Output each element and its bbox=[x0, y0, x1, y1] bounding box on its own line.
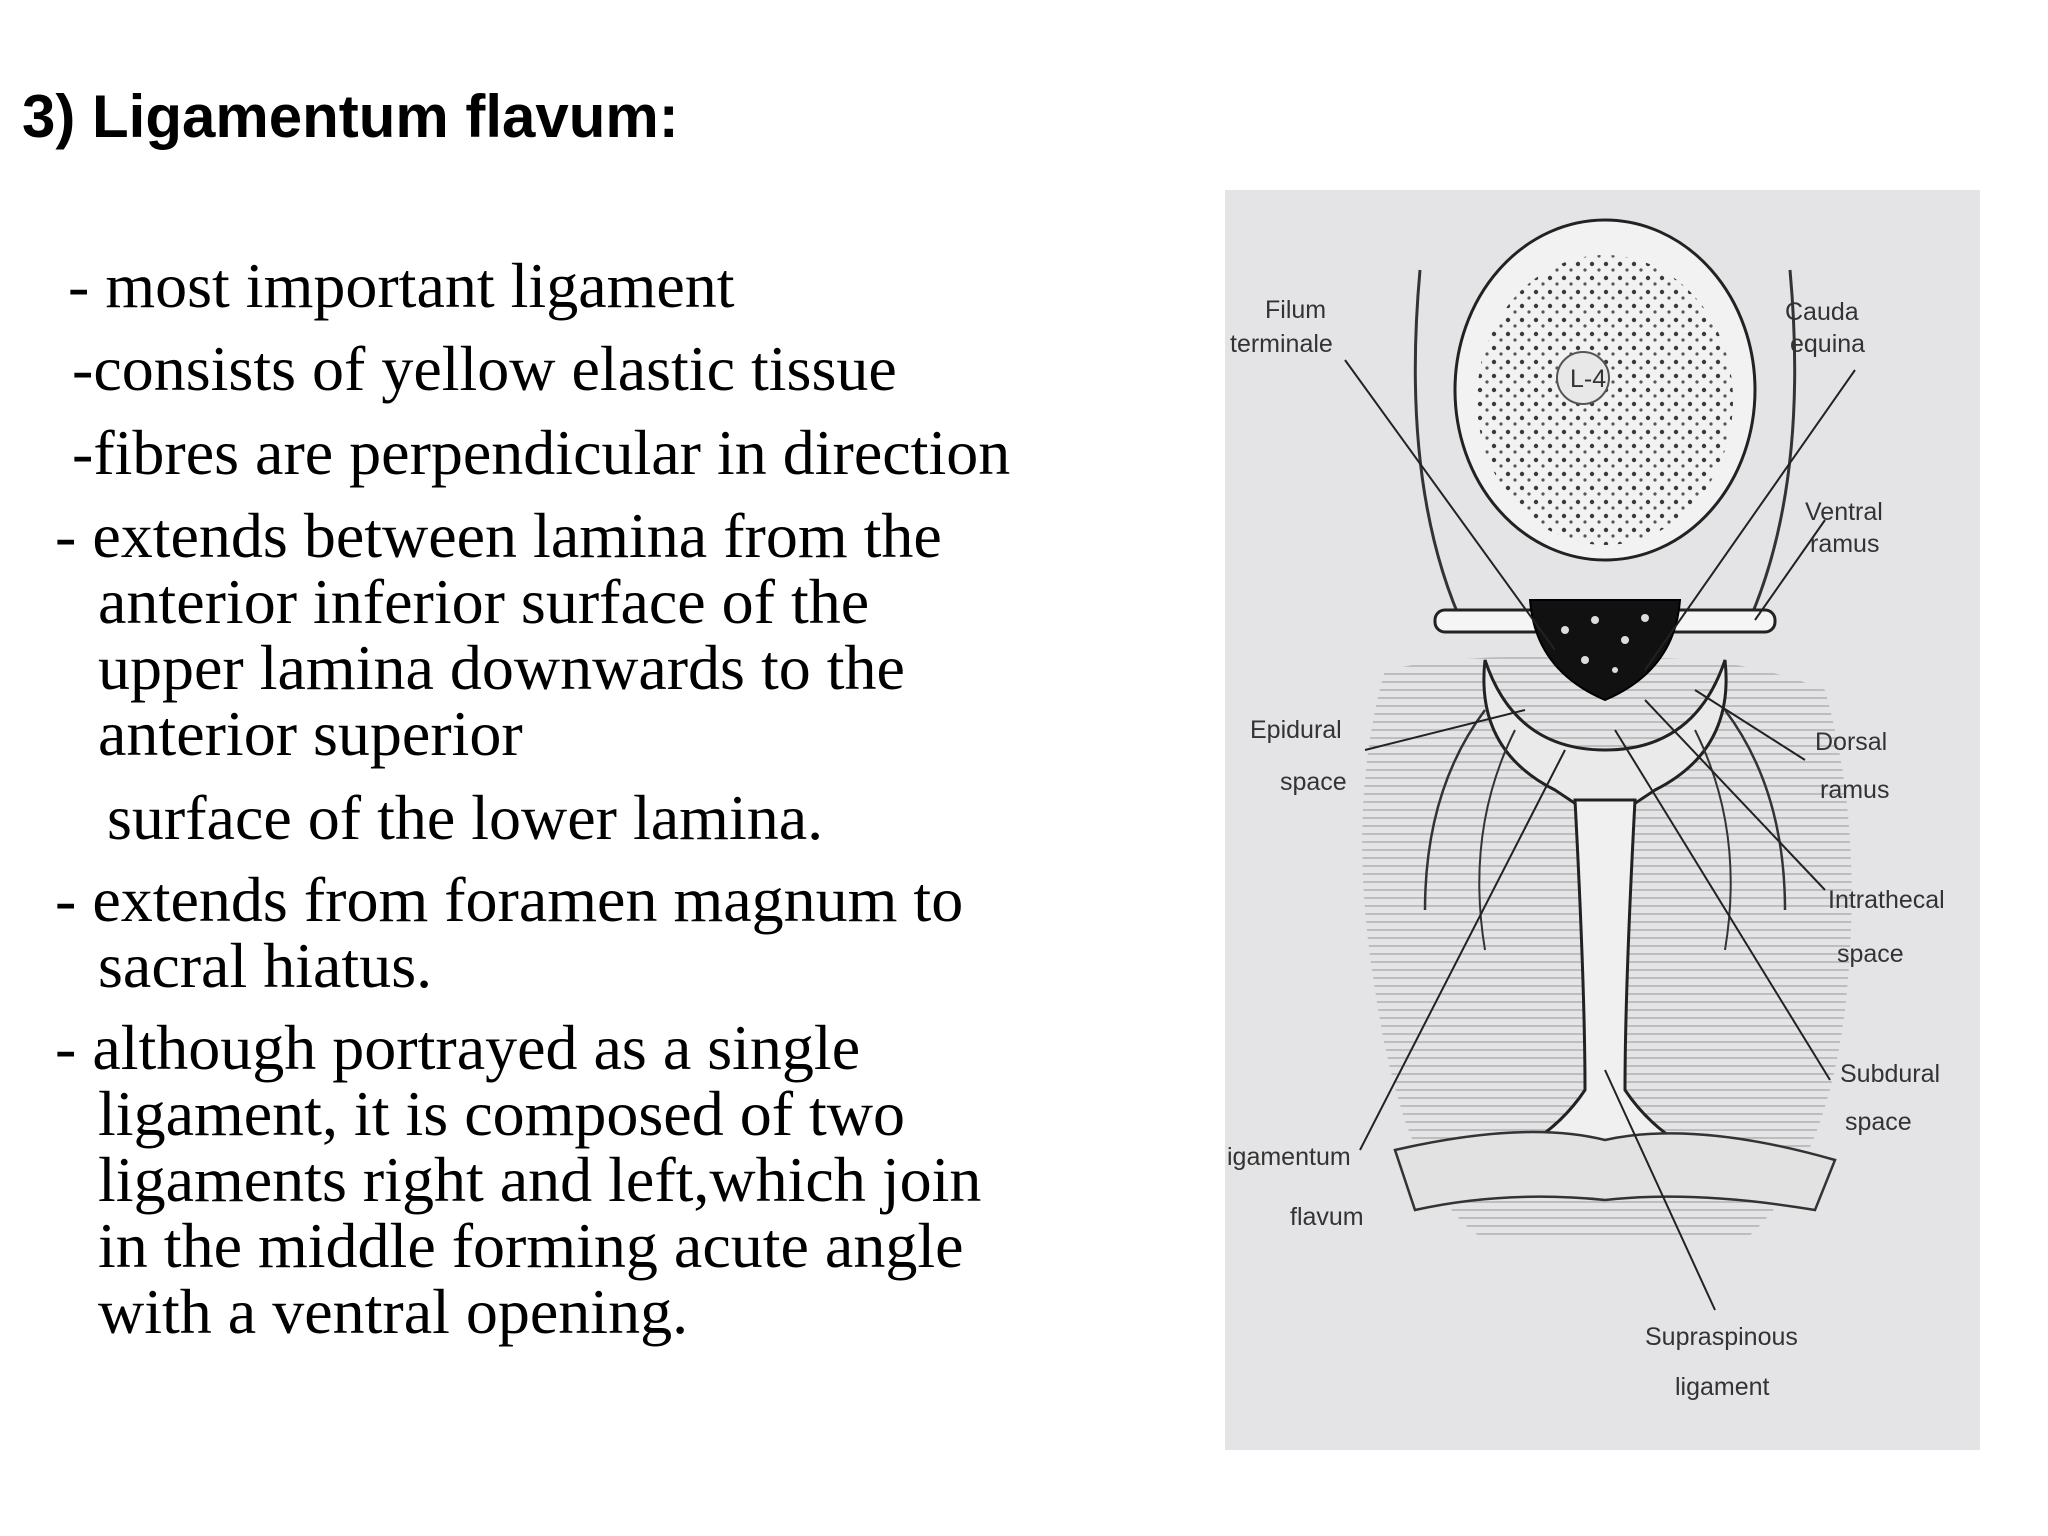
label-subdural-2: space bbox=[1845, 1108, 1912, 1136]
spine-diagram bbox=[1225, 190, 1980, 1450]
label-subdural-1: Subdural bbox=[1840, 1060, 1941, 1088]
spine-cross-section-figure bbox=[1225, 190, 1980, 1450]
bullet-single-ligament-line1: - although portrayed as a single bbox=[55, 1012, 861, 1083]
bullet-yellow-elastic: -consists of yellow elastic tissue bbox=[72, 333, 897, 404]
bullet-extends-between-line4: anterior superior bbox=[98, 698, 523, 769]
bullet-fibres-perpendicular: -fibres are perpendicular in direction bbox=[72, 417, 1011, 488]
slide-title: 3) Ligamentum flavum: bbox=[22, 83, 679, 150]
label-epidural-2: space bbox=[1280, 768, 1347, 796]
supraspinous-base bbox=[1395, 1132, 1835, 1210]
label-dorsal-2: ramus bbox=[1820, 776, 1890, 804]
bullet-foramen-magnum-line2: sacral hiatus. bbox=[98, 930, 433, 1001]
label-ventral-2: ramus bbox=[1810, 530, 1880, 558]
bullet-most-important: - most important ligament bbox=[68, 250, 735, 321]
bullet-extends-between-line2: anterior inferior surface of the bbox=[98, 566, 870, 637]
bullet-single-ligament-line4: in the middle forming acute angle bbox=[98, 1210, 964, 1281]
vertebra-label: L-4 bbox=[1570, 365, 1607, 393]
label-cauda-1: Cauda bbox=[1785, 298, 1859, 326]
bullet-extends-between-line3: upper lamina downwards to the bbox=[98, 632, 905, 703]
label-ventral-1: Ventral bbox=[1805, 498, 1883, 526]
left-outer-arc bbox=[1415, 270, 1465, 630]
bullet-single-ligament-line2: ligament, it is composed of two bbox=[98, 1078, 905, 1149]
vertebral-body-texture bbox=[1477, 255, 1733, 545]
label-ligflav-2: flavum bbox=[1290, 1203, 1364, 1231]
bullet-extends-between-line5: surface of the lower lamina. bbox=[107, 782, 824, 853]
label-supra-2: ligament bbox=[1675, 1373, 1770, 1401]
bullet-extends-between-line1: - extends between lamina from the bbox=[55, 500, 942, 571]
label-filum-1: Filum bbox=[1265, 296, 1327, 324]
label-cauda-2: equina bbox=[1790, 330, 1866, 358]
bullet-single-ligament-line3: ligaments right and left,which join bbox=[98, 1144, 982, 1215]
label-intrathecal-2: space bbox=[1837, 940, 1904, 968]
bullet-foramen-magnum-line1: - extends from foramen magnum to bbox=[55, 864, 964, 935]
label-ligflav-1: igamentum bbox=[1227, 1143, 1351, 1171]
label-filum-2: terminale bbox=[1230, 330, 1333, 358]
bullet-single-ligament-line5: with a ventral opening. bbox=[98, 1276, 689, 1347]
label-epidural-1: Epidural bbox=[1250, 716, 1342, 744]
label-supra-1: Supraspinous bbox=[1645, 1323, 1798, 1351]
label-intrathecal-1: Intrathecal bbox=[1828, 886, 1945, 914]
label-dorsal-1: Dorsal bbox=[1815, 728, 1888, 756]
